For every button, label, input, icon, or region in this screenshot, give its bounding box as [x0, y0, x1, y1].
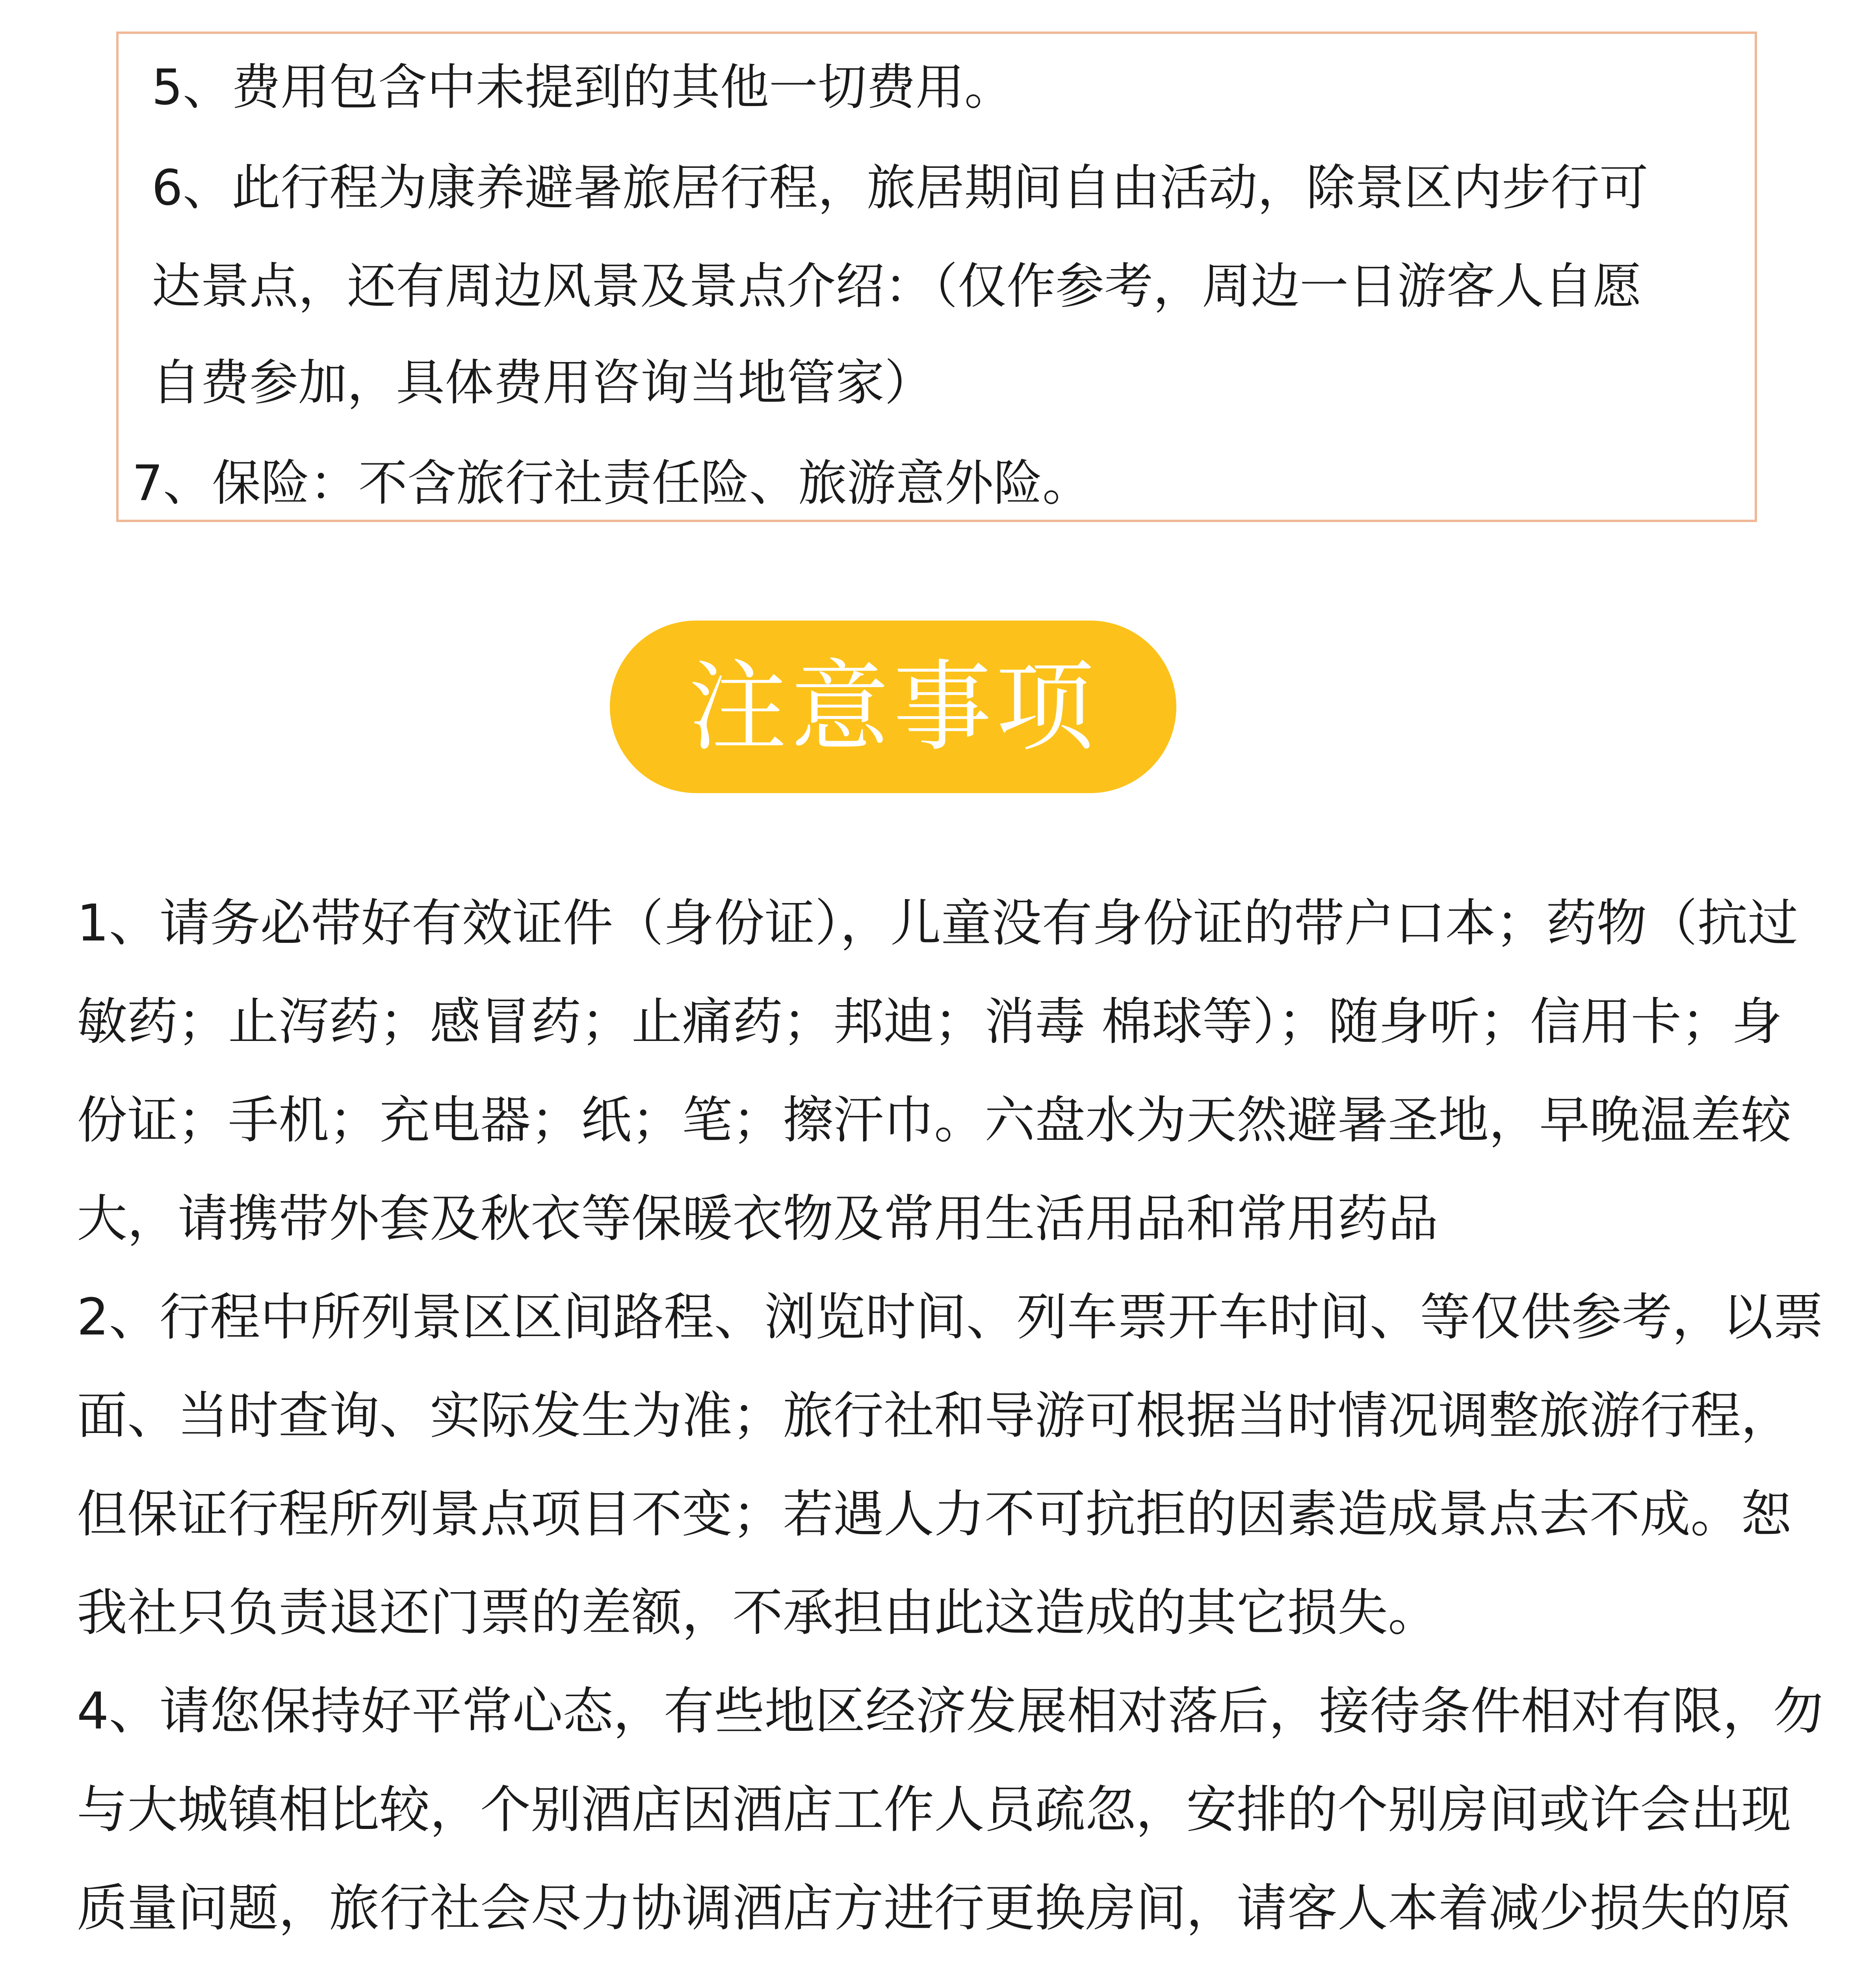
notice-line: 1、请务必带好有效证件（身份证），儿童没有身份证的带户口本；药物（抗过 [77, 894, 1798, 953]
notice-line: 大，请携带外套及秋衣等保暖衣物及常用生活用品和常用药品 [77, 1189, 1439, 1248]
notice-line: 面、当时查询、实际发生为准；旅行社和导游可根据当时情况调整旅游行程， [77, 1386, 1792, 1445]
notice-line: 与大城镇相比较，个别酒店因酒店工作人员疏忽，安排的个别房间或许会出现 [77, 1780, 1792, 1839]
notice-line: 2、行程中所列景区区间路程、浏览时间、列车票开车时间、等仅供参考，以票 [77, 1288, 1824, 1347]
notice-line: 4、请您保持好平常心态，有些地区经济发展相对落后，接待条件相对有限，勿 [77, 1682, 1824, 1741]
fees-line: 达景点，还有周边风景及景点介绍：（仅作参考，周边一日游客人自愿 [152, 258, 1642, 315]
notice-line: 我社只负责退还门票的差额，不承担由此这造成的其它损失。 [77, 1583, 1439, 1642]
notice-title-pill [610, 621, 1176, 793]
fees-line: 自费参加，具体费用咨询当地管家） [152, 355, 934, 411]
notice-title: 注意事项 [688, 650, 1098, 764]
fees-line: 7、保险：不含旅行社责任险、旅游意外险。 [132, 455, 1091, 512]
notice-line: 敏药；止泻药；感冒药；止痛药；邦迪；消毒 棉球等）；随身听；信用卡；身 [77, 992, 1782, 1051]
fees-line: 6、此行程为康养避暑旅居行程，旅居期间自由活动，除景区内步行可 [152, 160, 1648, 216]
fees-line: 5、费用包含中未提到的其他一切费用。 [152, 59, 1013, 116]
notice-line: 份证；手机；充电器；纸；笔；擦汗巾。六盘水为天然避暑圣地，早晚温差较 [77, 1091, 1792, 1150]
notice-line: 但保证行程所列景点项目不变；若遇人力不可抗拒的因素造成景点去不成。恕 [77, 1485, 1792, 1544]
notice-line: 质量问题，旅行社会尽力协调酒店方进行更换房间，请客人本着减少损失的原 [77, 1879, 1792, 1938]
